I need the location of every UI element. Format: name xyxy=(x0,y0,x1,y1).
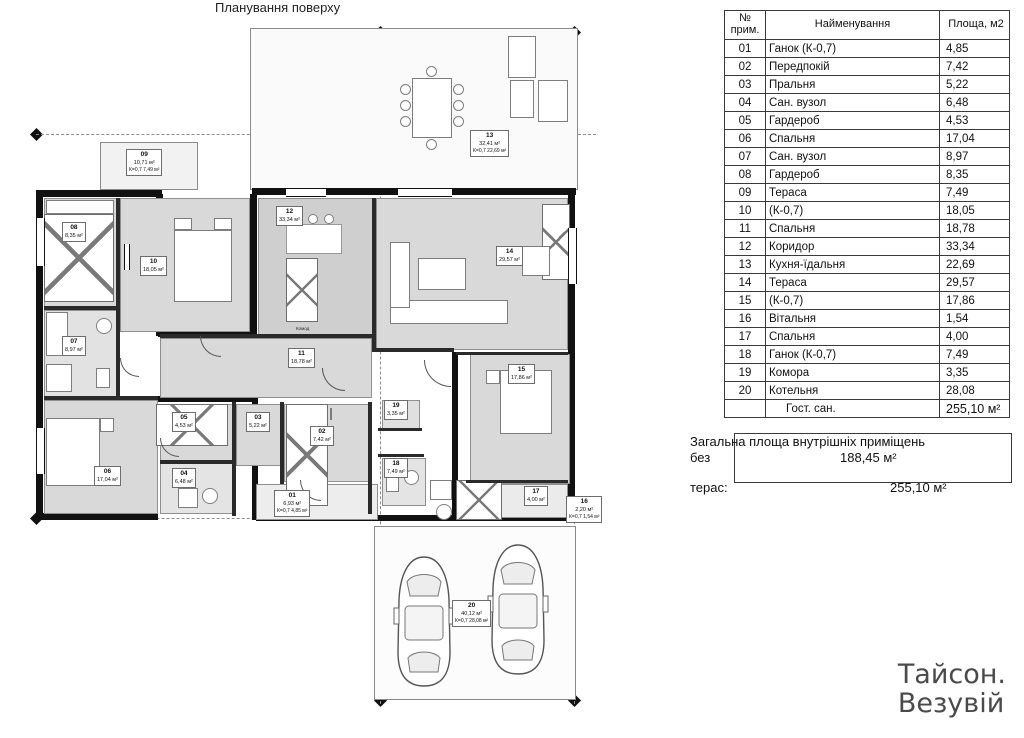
table-total-row xyxy=(725,400,1010,418)
window-mark xyxy=(568,228,577,284)
sink xyxy=(202,488,218,504)
brand-line-2: Везувій xyxy=(897,687,1005,719)
row-area: 7,49 xyxy=(940,184,1010,202)
row-name: Сан. вузол xyxy=(766,148,940,166)
row-name: Комора xyxy=(766,364,940,382)
room-schedule-table xyxy=(724,10,1010,418)
room-area: 3,35 м² xyxy=(387,410,405,417)
room-number: 04 xyxy=(180,470,188,477)
row-name: (К-0,7) xyxy=(766,292,940,310)
summary-label-terraces: терас: xyxy=(690,480,728,495)
interior-partition xyxy=(160,460,232,464)
nightstand xyxy=(100,418,114,432)
row-number: 02 xyxy=(725,58,766,76)
row-number: 13 xyxy=(725,256,766,274)
stair-hatch xyxy=(286,258,318,322)
chair xyxy=(324,214,334,224)
row-name: Вітальня xyxy=(766,310,940,328)
interior-partition xyxy=(378,428,422,431)
row-name: Ганок (К-0,7) xyxy=(766,40,940,58)
row-area: 4,53 xyxy=(940,112,1010,130)
room-number: 13 xyxy=(485,132,494,139)
table-row xyxy=(725,346,1010,364)
interior-partition xyxy=(466,480,568,483)
table-row xyxy=(725,310,1010,328)
chair xyxy=(453,84,464,95)
room-label-20 xyxy=(452,600,491,627)
room-number: 20 xyxy=(467,602,476,609)
window-mark xyxy=(124,244,130,270)
row-name: (К-0,7) xyxy=(766,202,940,220)
area-summary xyxy=(690,432,1010,512)
row-number: 08 xyxy=(725,166,766,184)
room-label-08 xyxy=(62,222,86,242)
car-icon xyxy=(482,542,554,678)
row-name: Тераса xyxy=(766,184,940,202)
window-mark xyxy=(286,188,326,197)
room-number: 15 xyxy=(517,366,526,373)
interior-partition xyxy=(116,198,120,398)
row-area: 17,04 xyxy=(940,130,1010,148)
room-area: 10,71 м² xyxy=(133,159,155,166)
row-number: 19 xyxy=(725,364,766,382)
row-number: 01 xyxy=(725,40,766,58)
interior-partition xyxy=(378,454,424,457)
row-name: Котельня xyxy=(766,382,940,400)
row-number: 16 xyxy=(725,310,766,328)
row-number: 11 xyxy=(725,220,766,238)
room-label-11 xyxy=(288,348,315,368)
window-mark xyxy=(398,188,452,197)
room-area: 29,57 м² xyxy=(499,256,520,263)
row-name: Тераса xyxy=(766,274,940,292)
hatch-block xyxy=(456,480,502,520)
lounge-chair xyxy=(510,80,534,118)
row-name: Гардероб xyxy=(766,166,940,184)
row-area: 3,35 xyxy=(940,364,1010,382)
room-number: 11 xyxy=(298,350,305,357)
chair xyxy=(400,116,411,127)
table-row xyxy=(725,364,1010,382)
chair xyxy=(426,139,437,150)
row-name: Кухня-їдальня xyxy=(766,256,940,274)
door-swing xyxy=(424,360,451,387)
table-row xyxy=(725,382,1010,400)
row-area: 29,57 xyxy=(940,274,1010,292)
coffee-table xyxy=(418,258,466,290)
interior-partition xyxy=(44,306,118,310)
header-number-line1: № xyxy=(739,12,751,25)
interior-partition xyxy=(160,334,372,338)
room-area: 4,53 м² xyxy=(175,422,193,429)
table-row xyxy=(725,292,1010,310)
interior-partition xyxy=(368,402,372,514)
header-area: Площа, м2 xyxy=(940,11,1010,40)
table-row xyxy=(725,238,1010,256)
row-number: 07 xyxy=(725,148,766,166)
table-row xyxy=(725,148,1010,166)
room-area: 6,48 м² xyxy=(175,478,193,485)
boiler xyxy=(436,504,452,520)
row-number: 20 xyxy=(725,382,766,400)
summary-value-internal: 188,45 м² xyxy=(840,450,897,465)
row-area: 33,34 xyxy=(940,238,1010,256)
room-label-04 xyxy=(172,468,196,488)
room-label-13 xyxy=(470,130,509,157)
console-table xyxy=(330,408,332,420)
row-number: 06 xyxy=(725,130,766,148)
table-row xyxy=(725,184,1010,202)
row-area: 8,35 xyxy=(940,166,1010,184)
toilet xyxy=(96,368,110,388)
exterior-wall-vert-mid2 xyxy=(250,194,257,334)
table-row xyxy=(725,58,1010,76)
interior-partition xyxy=(232,402,236,516)
row-area: 7,42 xyxy=(940,58,1010,76)
armchair xyxy=(522,246,550,276)
bed xyxy=(46,418,100,486)
table-row xyxy=(725,130,1010,148)
row-number: 10 xyxy=(725,202,766,220)
total-name: Гост. сан. xyxy=(766,400,940,418)
row-area: 18,78 xyxy=(940,220,1010,238)
room-number: 14 xyxy=(505,248,514,255)
table-row xyxy=(725,112,1010,130)
room-area: 17,86 м² xyxy=(511,374,532,381)
nightstand xyxy=(486,370,500,384)
room-label-10 xyxy=(140,256,167,276)
room-area: 18,78 м² xyxy=(291,358,312,365)
table-row xyxy=(725,94,1010,112)
room-number: 19 xyxy=(392,402,400,409)
room-area: 32,41 м² xyxy=(479,140,501,147)
table-row xyxy=(725,220,1010,238)
room-number: 01 xyxy=(288,492,296,499)
interior-partition xyxy=(456,352,568,355)
room-number: 05 xyxy=(180,414,188,421)
room-label-01 xyxy=(274,490,310,517)
room-number: 10 xyxy=(149,258,158,265)
interior-partition xyxy=(372,348,454,352)
room-number: 07 xyxy=(70,338,78,345)
window-mark xyxy=(36,218,45,266)
row-number: 14 xyxy=(725,274,766,292)
room-area: 33,34 м² xyxy=(279,216,300,223)
wardrobe xyxy=(46,200,114,214)
room-number: 03 xyxy=(254,414,262,421)
sink xyxy=(96,318,112,334)
row-area: 7,49 xyxy=(940,346,1010,364)
table-row xyxy=(725,256,1010,274)
table-row xyxy=(725,202,1010,220)
chair xyxy=(453,116,464,127)
room-label-06 xyxy=(94,466,121,486)
room-number: 09 xyxy=(140,151,148,158)
row-number: 04 xyxy=(725,94,766,112)
lounge-sofa xyxy=(508,36,536,78)
room-coef: К=0,7 7,49 м² xyxy=(129,167,160,174)
row-number: 12 xyxy=(725,238,766,256)
exterior-wall-bottom xyxy=(36,513,158,520)
row-number: 05 xyxy=(725,112,766,130)
chair xyxy=(400,100,411,111)
header-number xyxy=(725,11,766,40)
car-icon xyxy=(388,554,460,690)
table-row xyxy=(725,274,1010,292)
header-number-line2: прим. xyxy=(730,24,760,36)
row-area: 22,69 xyxy=(940,256,1010,274)
shower xyxy=(46,364,72,392)
table-header-row xyxy=(725,11,1010,40)
row-name: Передпокій xyxy=(766,58,940,76)
room-number: 08 xyxy=(70,224,78,231)
room-number: 02 xyxy=(318,428,326,435)
floor-plan-drawing xyxy=(0,18,700,738)
room-label-02 xyxy=(310,426,334,446)
room-area: 18,05 м² xyxy=(143,266,164,273)
total-number xyxy=(725,400,766,418)
kitchen-island xyxy=(286,224,342,254)
interior-partition xyxy=(44,396,158,400)
pantry-label: Комод xyxy=(296,326,310,331)
row-name: Пральня xyxy=(766,76,940,94)
row-area: 8,97 xyxy=(940,148,1010,166)
chair xyxy=(308,214,318,224)
room-label-09 xyxy=(126,149,162,176)
room-label-15 xyxy=(508,364,535,384)
row-name: Гардероб xyxy=(766,112,940,130)
exterior-wall-top-left xyxy=(36,190,162,197)
dining-table xyxy=(412,78,452,138)
window-mark xyxy=(36,428,45,474)
room-area: 7,42 м² xyxy=(313,436,331,443)
boiler-unit xyxy=(430,480,452,500)
table-row xyxy=(725,76,1010,94)
chair xyxy=(453,100,464,111)
chair xyxy=(426,66,437,77)
room-coef: К=0,7 4,85 м² xyxy=(277,508,308,515)
nightstand xyxy=(214,218,232,230)
room-number: 16 xyxy=(580,498,588,505)
room-area: 8,35 м² xyxy=(65,232,83,239)
row-number: 15 xyxy=(725,292,766,310)
room-label-05 xyxy=(172,412,196,432)
row-area: 6,48 xyxy=(940,94,1010,112)
room-label-19 xyxy=(384,400,408,420)
table-row xyxy=(725,40,1010,58)
room-area: 4,00 м² xyxy=(527,496,545,503)
row-number: 17 xyxy=(725,328,766,346)
room-number: 17 xyxy=(532,488,540,495)
brand-line-1: Тайсон. xyxy=(897,659,1006,691)
tv-unit xyxy=(390,242,410,308)
room-area: 17,04 м² xyxy=(97,476,118,483)
room-number: 06 xyxy=(103,468,112,475)
row-area: 17,86 xyxy=(940,292,1010,310)
row-name: Спальня xyxy=(766,130,940,148)
row-number: 03 xyxy=(725,76,766,94)
row-name: Спальня xyxy=(766,220,940,238)
room-coef: К=0,7 1,54 м² xyxy=(569,514,600,521)
room-coef: К=0,7 28,08 м² xyxy=(455,618,489,625)
interior-partition xyxy=(372,198,376,348)
row-area: 5,22 xyxy=(940,76,1010,94)
interior-partition xyxy=(280,402,284,484)
room-label-16 xyxy=(566,496,602,523)
washing-machine xyxy=(178,488,198,508)
room-area: 2,20 м² xyxy=(575,506,594,513)
summary-label-internal: Загальна площа внутрішніх приміщень без xyxy=(690,434,926,466)
row-number: 18 xyxy=(725,346,766,364)
row-area: 4,00 xyxy=(940,328,1010,346)
room-area: 40,12 м² xyxy=(461,610,483,617)
table-row xyxy=(725,328,1010,346)
room-area: 5,22 м² xyxy=(249,422,267,429)
room-label-07 xyxy=(62,336,86,356)
room-label-03 xyxy=(246,412,270,432)
room-area: 8,97 м² xyxy=(65,346,83,353)
header-name: Найменування xyxy=(766,11,940,40)
summary-value-total: 255,10 м² xyxy=(890,480,947,495)
row-area: 1,54 xyxy=(940,310,1010,328)
project-brand xyxy=(898,661,1006,718)
total-area: 255,10 м² xyxy=(940,400,1010,418)
row-number: 09 xyxy=(725,184,766,202)
table-row xyxy=(725,166,1010,184)
room-label-18 xyxy=(384,458,408,478)
row-name: Коридор xyxy=(766,238,940,256)
door-swing xyxy=(120,358,139,377)
chair xyxy=(400,84,411,95)
room-coef: К=0,7 22,69 м² xyxy=(473,148,507,155)
row-area: 4,85 xyxy=(940,40,1010,58)
room-area: 6,93 м² xyxy=(283,500,302,507)
room-number: 18 xyxy=(392,460,400,467)
lounge-chair xyxy=(538,80,568,122)
row-area: 18,05 xyxy=(940,202,1010,220)
room-label-17 xyxy=(524,486,548,506)
bed xyxy=(174,230,232,302)
room-label-14 xyxy=(496,246,523,266)
room-number: 12 xyxy=(285,208,294,215)
row-name: Ганок (К-0,7) xyxy=(766,346,940,364)
row-name: Спальня xyxy=(766,328,940,346)
row-name: Сан. вузол xyxy=(766,94,940,112)
nightstand xyxy=(174,218,192,230)
row-area: 28,08 xyxy=(940,382,1010,400)
room-label-12 xyxy=(276,206,303,226)
page-title: Планування поверху xyxy=(215,0,341,15)
room-area: 7,49 м² xyxy=(387,468,405,475)
